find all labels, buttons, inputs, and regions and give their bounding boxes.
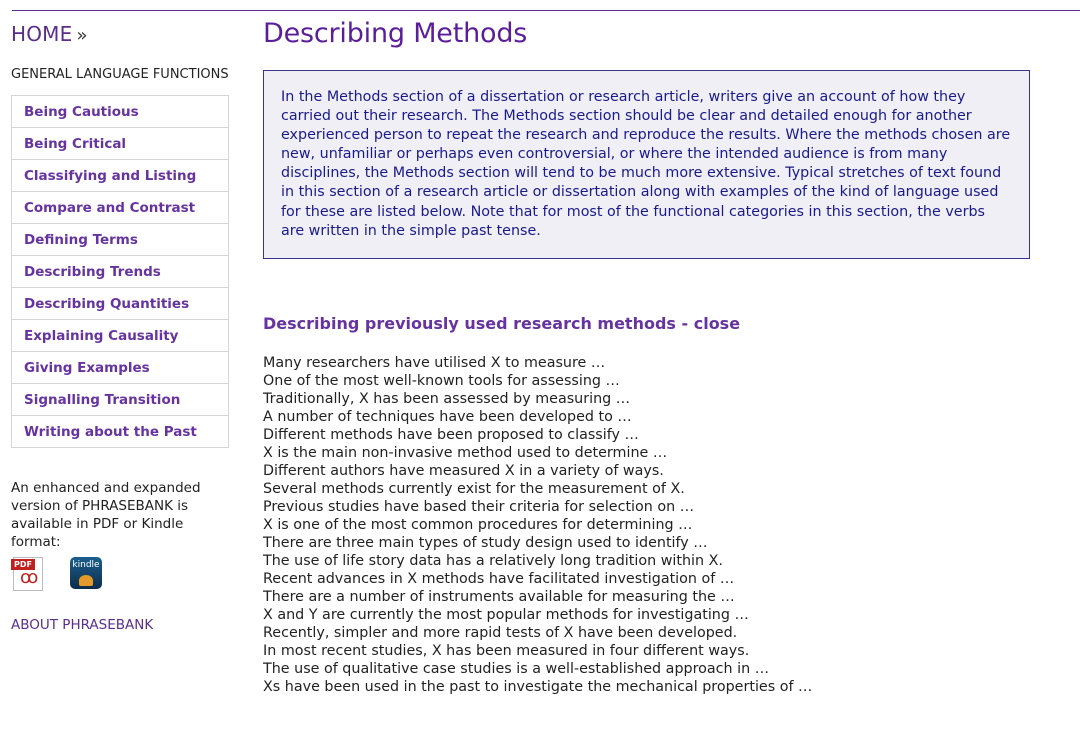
phrase-list xyxy=(263,354,1073,696)
menu-item-classifying-and-listing[interactable]: Classifying and Listing xyxy=(12,160,228,192)
menu-item-being-critical[interactable]: Being Critical xyxy=(12,128,228,160)
pdf-icon[interactable] xyxy=(11,557,45,591)
menu-item-describing-trends[interactable]: Describing Trends xyxy=(12,256,228,288)
about-phrasebank-link[interactable]: ABOUT PHRASEBANK xyxy=(11,617,154,633)
phrase-item: Several methods currently exist for the measurement of X. xyxy=(263,480,685,497)
kindle-icon[interactable] xyxy=(70,557,102,589)
menu-item-describing-quantities[interactable]: Describing Quantities xyxy=(12,288,228,320)
home-breadcrumb xyxy=(11,22,229,46)
phrase-item: In most recent studies, X has been measured in four different ways. xyxy=(263,642,750,659)
function-menu xyxy=(11,95,229,448)
breadcrumb-separator: » xyxy=(76,25,88,46)
section-subheading: Describing previously used research methods - close xyxy=(263,313,741,333)
phrase-item: The use of life story data has a relatively long tradition within X. xyxy=(263,552,723,569)
phrase-item: X and Y are currently the most popular methods for investigating … xyxy=(263,606,749,623)
phrase-item: Different authors have measured X in a variety of ways. xyxy=(263,462,664,479)
menu-item-compare-and-contrast[interactable]: Compare and Contrast xyxy=(12,192,228,224)
phrase-item: Traditionally, X has been assessed by measuring … xyxy=(263,390,631,407)
kindle-tree-shape xyxy=(79,575,93,586)
phrase-item: Recent advances in X methods have facilitated investigation of … xyxy=(263,570,735,587)
phrase-item: There are a number of instruments available for measuring the … xyxy=(263,588,735,605)
phrase-item: X is the main non-invasive method used to determine … xyxy=(263,444,668,461)
section-label: GENERAL LANGUAGE FUNCTIONS xyxy=(11,67,229,82)
page-title: Describing Methods xyxy=(263,18,528,49)
main-content xyxy=(263,18,1073,696)
phrase-item: Previous studies have based their criteria for selection on … xyxy=(263,498,695,515)
phrase-item: Many researchers have utilised X to measure … xyxy=(263,354,606,371)
menu-item-writing-about-the-past[interactable]: Writing about the Past xyxy=(12,416,228,448)
phrase-item: Xs have been used in the past to investigate the mechanical properties of … xyxy=(263,678,813,695)
phrase-item: A number of techniques have been developed to … xyxy=(263,408,632,425)
phrase-item: Different methods have been proposed to classify … xyxy=(263,426,639,443)
phrase-item: Recently, simpler and more rapid tests of X have been developed. xyxy=(263,624,738,641)
phrase-item: The use of qualitative case studies is a well-established approach in … xyxy=(263,660,770,677)
phrase-item: There are three main types of study design used to identify … xyxy=(263,534,708,551)
phrase-item: X is one of the most common procedures for determining … xyxy=(263,516,693,533)
kindle-label: kindle xyxy=(72,560,100,570)
pdf-tag: PDF xyxy=(11,559,35,570)
promo-text: An enhanced and expanded version of PHRASEBANK is available in PDF or Kindle format: xyxy=(11,480,201,550)
pdf-swirl-icon: ꝏ xyxy=(20,567,39,588)
menu-item-explaining-causality[interactable]: Explaining Causality xyxy=(12,320,228,352)
menu-item-defining-terms[interactable]: Defining Terms xyxy=(12,224,228,256)
sidebar xyxy=(11,20,229,633)
intro-box: In the Methods section of a dissertation or research article, writers give an account of how they carried out their research. The Methods section should be clear and detailed enough for another experienced person to repeat the research and reproduce the results. Where the methods chosen are new, unfamiliar or perhaps even controversial, or where the intended audience is from many disciplines, the Methods section will tend to be much more extensive. Typical stretches of text found in this section of a research article or dissertation along with examples of the kind of language used for these are listed below. Note that for most of the functional categories in this section, the verbs are written in the simple past tense. xyxy=(263,70,1030,259)
format-icons xyxy=(11,557,229,591)
menu-item-being-cautious[interactable]: Being Cautious xyxy=(12,96,228,128)
top-divider xyxy=(12,10,1080,11)
menu-item-signalling-transition[interactable]: Signalling Transition xyxy=(12,384,228,416)
menu-item-giving-examples[interactable]: Giving Examples xyxy=(12,352,228,384)
phrase-item: One of the most well-known tools for assessing … xyxy=(263,372,620,389)
home-link[interactable]: HOME xyxy=(11,22,73,46)
